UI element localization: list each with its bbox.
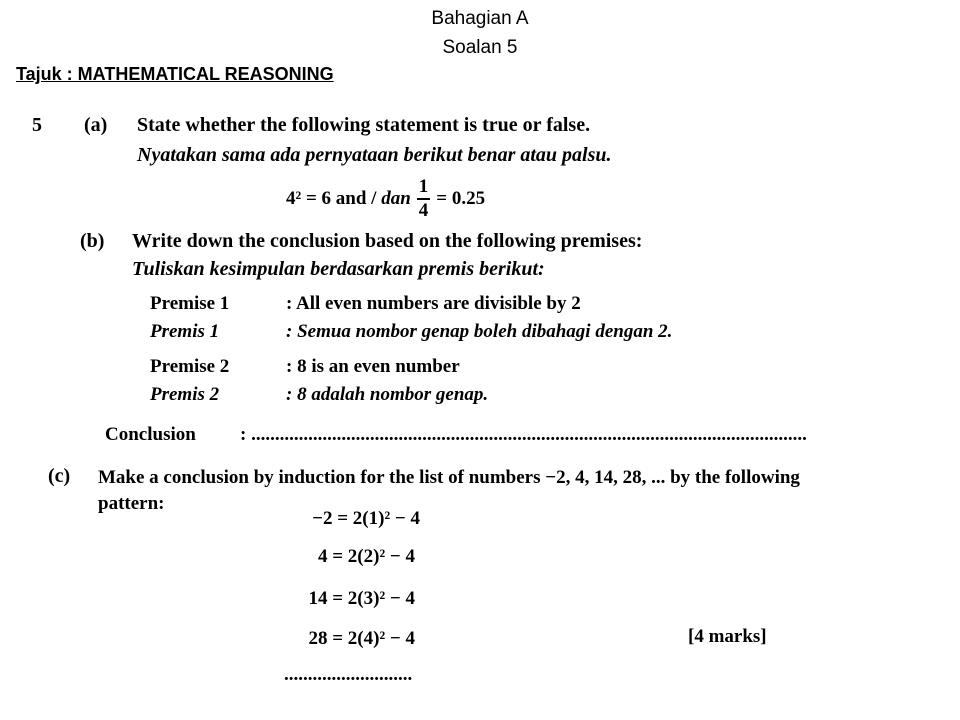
premise2-label-ms: Premis 2 xyxy=(150,384,220,405)
premise1-text-ms: : Semua nombor genap boleh dibahagi dengan 2. xyxy=(286,321,673,342)
pattern-continuation-dots: ........................... xyxy=(284,664,413,685)
statement-dan: dan xyxy=(381,188,411,209)
premise1-label-ms: Premis 1 xyxy=(150,321,220,342)
part-a-statement xyxy=(286,176,485,222)
part-c-text-line1: Make a conclusion by induction for the list of numbers −2, 4, 14, 28, ... by the following xyxy=(98,467,800,488)
question-heading: Soalan 5 xyxy=(442,37,518,58)
part-c-text-line2: pattern: xyxy=(98,493,165,514)
statement-left: 4² = 6 and / xyxy=(286,188,382,209)
question-number: 5 xyxy=(32,114,42,136)
part-b-instruction-en: Write down the conclusion based on the following premises: xyxy=(132,230,643,252)
premise1-text-en: : All even numbers are divisible by 2 xyxy=(286,293,581,314)
pattern-equation-2: 4 = 2(2)² − 4 xyxy=(317,546,415,567)
fraction-denominator: 4 xyxy=(418,200,429,221)
fraction-numerator: 1 xyxy=(417,176,431,200)
premise1-label-en: Premise 1 xyxy=(150,293,230,314)
premise2-text-ms: : 8 adalah nombor genap. xyxy=(286,384,489,405)
statement-right: = 0.25 xyxy=(436,188,486,209)
fraction-one-quarter xyxy=(417,176,431,222)
part-c-label: (c) xyxy=(48,465,71,487)
premise2-label-en: Premise 2 xyxy=(150,356,230,377)
pattern-equation-1: −2 = 2(1)² − 4 xyxy=(312,508,420,529)
section-heading: Bahagian A xyxy=(431,8,529,29)
part-a-instruction-ms: Nyatakan sama ada pernyataan berikut benar atau palsu. xyxy=(137,144,612,166)
part-a-instruction-en: State whether the following statement is true or false. xyxy=(137,114,591,136)
premise2-text-en: : 8 is an even number xyxy=(286,356,460,377)
topic-title: Tajuk : MATHEMATICAL REASONING xyxy=(16,64,334,84)
pattern-equation-4: 28 = 2(4)² − 4 xyxy=(308,628,415,649)
part-a-label: (a) xyxy=(84,114,108,136)
pattern-equation-3: 14 = 2(3)² − 4 xyxy=(308,588,415,609)
conclusion-answer-line: : ..................................................................................................................... xyxy=(240,424,807,445)
part-b-instruction-ms: Tuliskan kesimpulan berdasarkan premis berikut: xyxy=(132,258,545,280)
part-b-label: (b) xyxy=(80,230,105,252)
conclusion-label: Conclusion xyxy=(105,424,196,445)
marks-allocation: [4 marks] xyxy=(688,626,767,647)
